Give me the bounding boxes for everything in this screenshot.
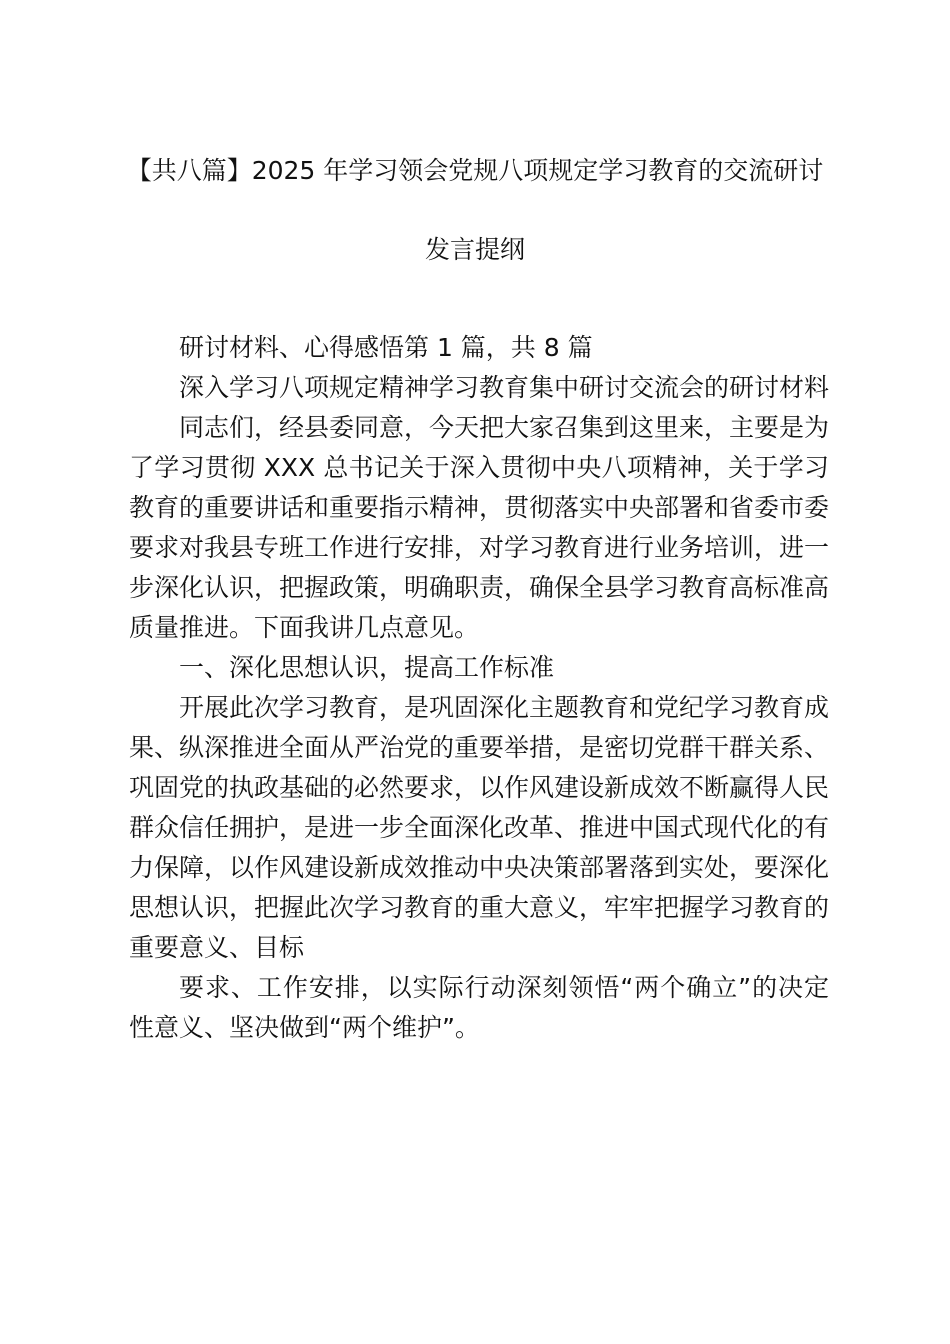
- paragraph-subtitle: 深入学习八项规定精神学习教育集中研讨交流会的研讨材料: [179, 373, 830, 402]
- paragraph-section-1-continued: 要求、工作安排，以实际行动深刻领悟“两个确立”的决定性意义、坚决做到“两个维护”。: [129, 973, 829, 1042]
- paragraph-series-info: 研讨材料、心得感悟第 1 篇，共 8 篇: [179, 333, 593, 362]
- document-body: [129, 328, 829, 1048]
- section-heading-1: 一、深化思想认识，提高工作标准: [179, 653, 555, 682]
- document-title-line-2: 发言提纲: [424, 235, 525, 264]
- paragraph-section-1: 开展此次学习教育，是巩固深化主题教育和党纪学习教育成果、纵深推进全面从严治党的重要举措，是密切党群干群关系、巩固党的执政基础的必然要求，以作风建设新成效不断赢得人民群众信任拥护，是进一步全面深化改革、推进中国式现代化的有力保障，以作风建设新成效推动中央决策部署落到实处，要深化思想认识，把握此次学习教育的重大意义，牢牢把握学习教育的重要意义、目标: [129, 693, 830, 962]
- document-title-line-1: 【共八篇】2025 年学习领会党规八项规定学习教育的交流研讨: [126, 156, 824, 185]
- paragraph-opening: 同志们，经县委同意，今天把大家召集到这里来，主要是为了学习贯彻 XXX 总书记关于深入贯彻中央八项精神，关于学习教育的重要讲话和重要指示精神，贯彻落实中央部署和省委市委要求对我县专班工作进行安排，对学习教育进行业务培训，进一步深化认识，把握政策，明确职责，确保全县学习教育高标准高质量推进。下面我讲几点意见。: [129, 413, 830, 642]
